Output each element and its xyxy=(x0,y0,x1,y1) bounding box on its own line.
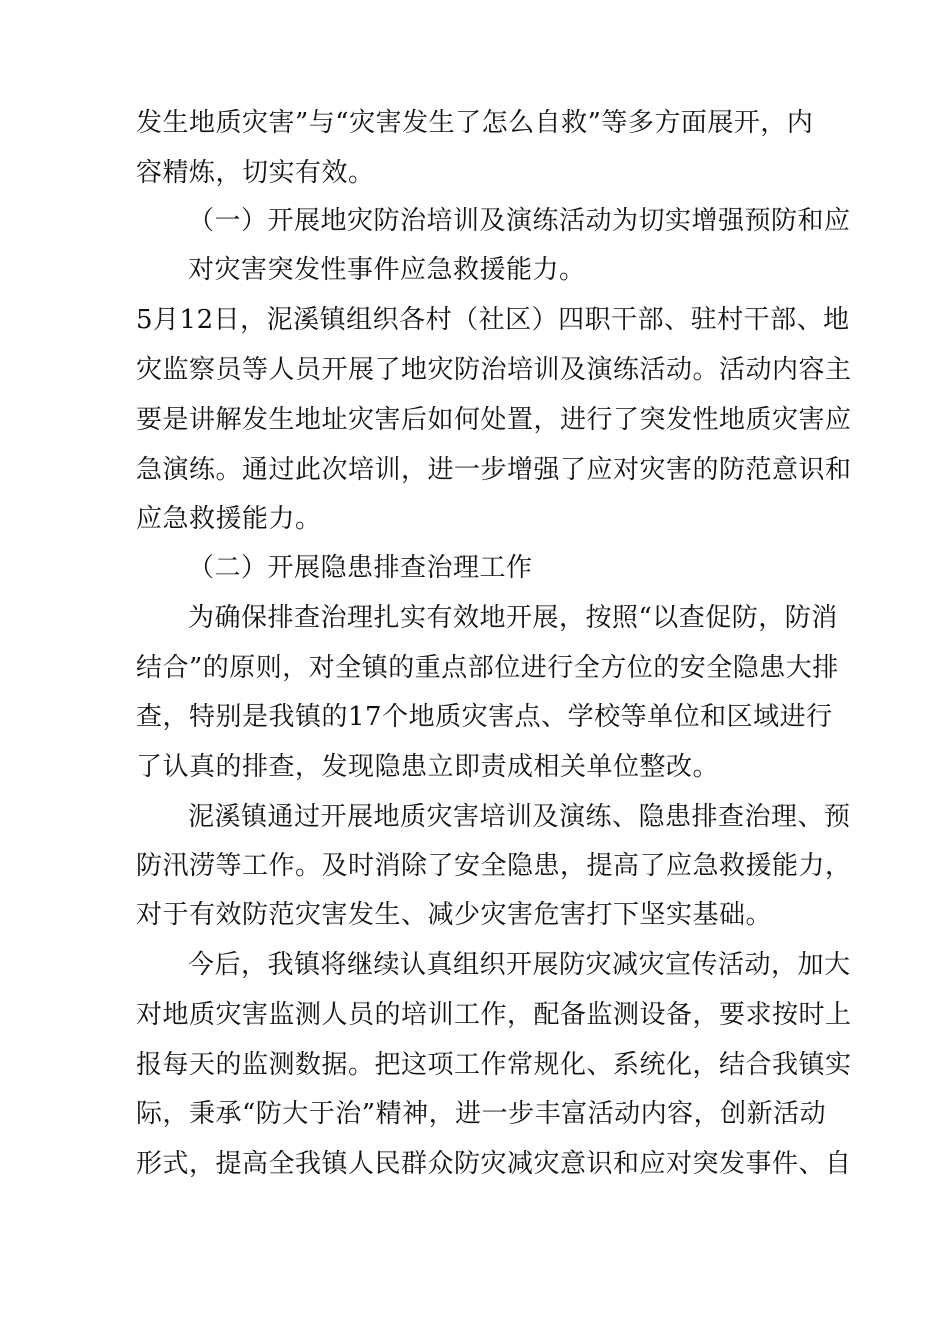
text-line: 要是讲解发生地址灾害后如何处置，进行了突发性地质灾害应 xyxy=(136,405,852,435)
text-line: 容精炼，切实有效。 xyxy=(136,158,375,188)
text-line: 应急救援能力。 xyxy=(136,504,322,534)
text-line: 5月12日，泥溪镇组织各村（社区）四职干部、驻村干部、地 xyxy=(136,305,850,335)
section-heading: 对灾害突发性事件应急救援能力。 xyxy=(188,255,586,285)
text-line: 灾监察员等人员开展了地灾防治培训及演练活动。活动内容主 xyxy=(136,355,852,385)
section-heading: （二）开展隐患排查治理工作 xyxy=(188,553,533,583)
text-line: 对地质灾害监测人员的培训工作，配备监测设备，要求按时上 xyxy=(136,1000,852,1030)
text-line: 报每天的监测数据。把这项工作常规化、系统化，结合我镇实 xyxy=(136,1050,852,1080)
text-line: 防汛涝等工作。及时消除了安全隐患，提高了应急救援能力， xyxy=(136,851,852,881)
text-line: 形式，提高全我镇人民群众防灾减灾意识和应对突发事件、自 xyxy=(136,1149,852,1179)
section-heading: （一）开展地灾防治培训及演练活动为切实增强预防和应 xyxy=(188,206,851,236)
text-line: 急演练。通过此次培训，进一步增强了应对灾害的防范意识和 xyxy=(136,455,852,485)
text-line: 今后，我镇将继续认真组织开展防灾减灾宣传活动，加大 xyxy=(188,950,851,980)
text-line: 结合”的原则，对全镇的重点部位进行全方位的安全隐患大排 xyxy=(136,653,839,683)
text-line: 为确保排查治理扎实有效地开展，按照“以查促防，防消 xyxy=(188,603,838,633)
text-line: 泥溪镇通过开展地质灾害培训及演练、隐患排查治理、预 xyxy=(188,802,851,832)
text-line: 际，秉承“防大于治”精神，进一步丰富活动内容，创新活动 xyxy=(136,1099,827,1129)
text-line: 发生地质灾害”与“灾害发生了怎么自救”等多方面展开，内 xyxy=(136,108,814,138)
text-line: 对于有效防范灾害发生、减少灾害危害打下坚实基础。 xyxy=(136,900,773,930)
text-line: 查，特别是我镇的17个地质灾害点、学校等单位和区域进行 xyxy=(136,702,833,732)
text-line: 了认真的排查，发现隐患立即责成相关单位整改。 xyxy=(136,752,720,782)
